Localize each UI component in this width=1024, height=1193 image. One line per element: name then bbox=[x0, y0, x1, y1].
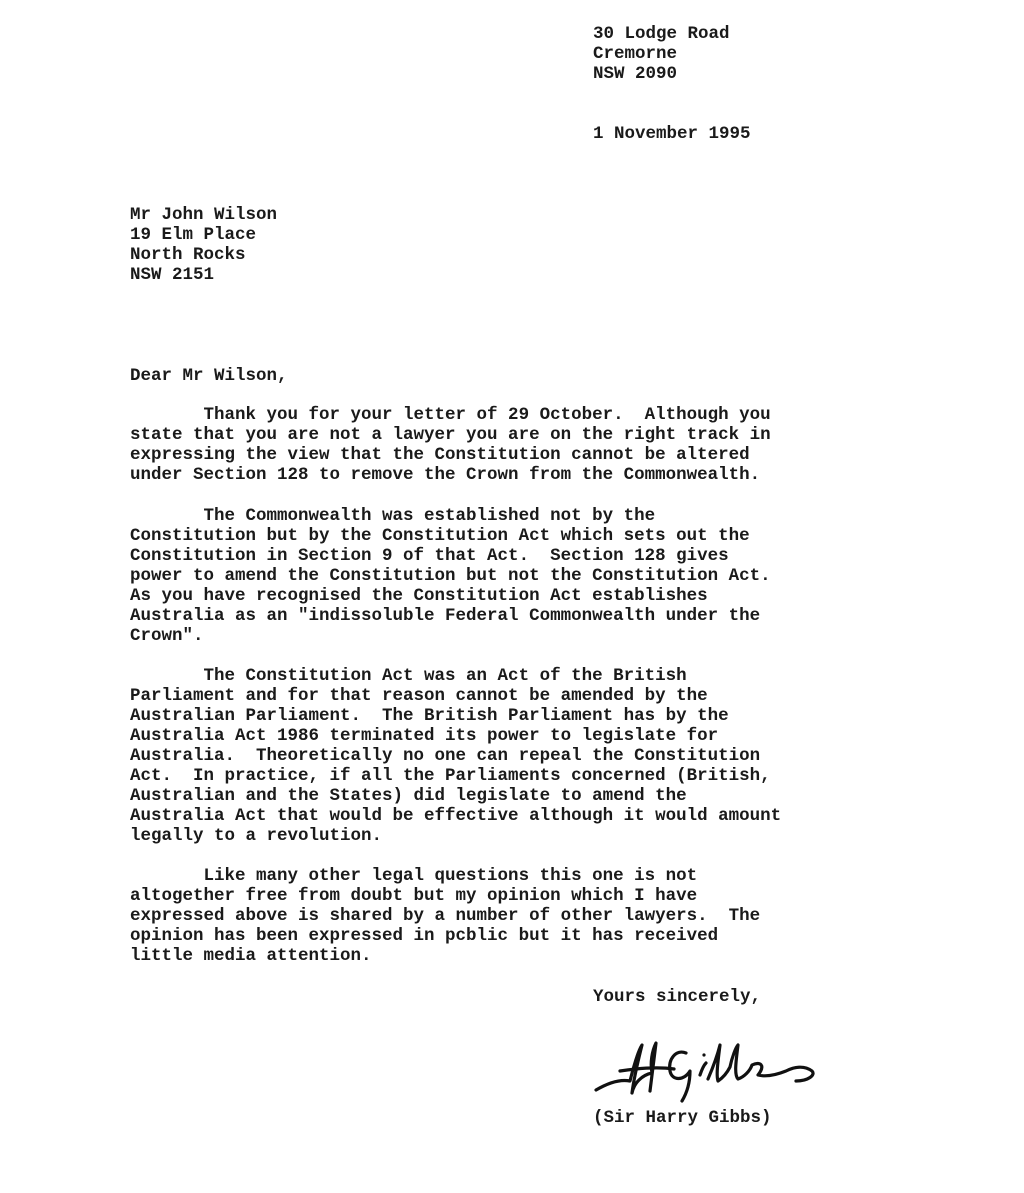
paragraph-1 bbox=[130, 405, 771, 485]
salutation bbox=[130, 366, 288, 386]
signatory-text: (Sir Harry Gibbs) bbox=[593, 1108, 772, 1128]
paragraph-line: Thank you for your letter of 29 October. Although you bbox=[130, 405, 771, 425]
paragraph-line: state that you are not a lawyer you are on the right track in bbox=[130, 425, 771, 445]
paragraph-line: Parliament and for that reason cannot be amended by the bbox=[130, 686, 708, 706]
date-text: 1 November 1995 bbox=[593, 124, 751, 144]
paragraph-line: expressing the view that the Constitution cannot be altered bbox=[130, 445, 750, 465]
paragraph-line: legally to a revolution. bbox=[130, 826, 383, 846]
paragraph-line: altogether free from doubt but my opinion which I have bbox=[130, 886, 698, 906]
paragraph-line: under Section 128 to remove the Crown from the Commonwealth. bbox=[130, 465, 761, 485]
paragraph-line: Australia. Theoretically no one can repeal the Constitution bbox=[130, 746, 761, 766]
sender-address-line: 30 Lodge Road bbox=[593, 24, 730, 44]
paragraph-line: Australian and the States) did legislate to amend the bbox=[130, 786, 687, 806]
letter-date bbox=[593, 124, 751, 144]
recipient-address-line: Mr John Wilson bbox=[130, 205, 278, 225]
paragraph-line: Australia Act that would be effective although it would amount bbox=[130, 806, 782, 826]
paragraph-2 bbox=[130, 506, 771, 646]
recipient-address-line: North Rocks bbox=[130, 245, 246, 265]
paragraph-line: The Commonwealth was established not by the bbox=[130, 506, 656, 526]
recipient-address-line: NSW 2151 bbox=[130, 265, 215, 285]
sender-address-line: NSW 2090 bbox=[593, 64, 678, 84]
paragraph-line: Constitution but by the Constitution Act which sets out the bbox=[130, 526, 750, 546]
paragraph-line: Crown". bbox=[130, 626, 204, 646]
paragraph-4 bbox=[130, 866, 760, 966]
signatory-name bbox=[593, 1108, 772, 1128]
sender-address-line: Cremorne bbox=[593, 44, 678, 64]
recipient-address bbox=[130, 205, 277, 285]
paragraph-line: Like many other legal questions this one is not bbox=[130, 866, 698, 886]
paragraph-line: Act. In practice, if all the Parliaments concerned (British, bbox=[130, 766, 771, 786]
paragraph-line: expressed above is shared by a number of other lawyers. The bbox=[130, 906, 761, 926]
closing bbox=[593, 987, 761, 1007]
handwritten-signature bbox=[590, 1035, 840, 1105]
salutation-text: Dear Mr Wilson, bbox=[130, 366, 288, 386]
paragraph-line: power to amend the Constitution but not the Constitution Act. bbox=[130, 566, 771, 586]
recipient-address-line: 19 Elm Place bbox=[130, 225, 257, 245]
paragraph-line: Australia Act 1986 terminated its power to legislate for bbox=[130, 726, 719, 746]
paragraph-line: The Constitution Act was an Act of the British bbox=[130, 666, 687, 686]
paragraph-3 bbox=[130, 666, 781, 846]
sender-address bbox=[593, 24, 730, 84]
paragraph-line: little media attention. bbox=[130, 946, 372, 966]
paragraph-line: Australian Parliament. The British Parliament has by the bbox=[130, 706, 729, 726]
paragraph-line: Constitution in Section 9 of that Act. Section 128 gives bbox=[130, 546, 729, 566]
closing-text: Yours sincerely, bbox=[593, 987, 762, 1007]
paragraph-line: opinion has been expressed in pcblic but it has received bbox=[130, 926, 719, 946]
paragraph-line: As you have recognised the Constitution Act establishes bbox=[130, 586, 708, 606]
paragraph-line: Australia as an "indissoluble Federal Commonwealth under the bbox=[130, 606, 761, 626]
